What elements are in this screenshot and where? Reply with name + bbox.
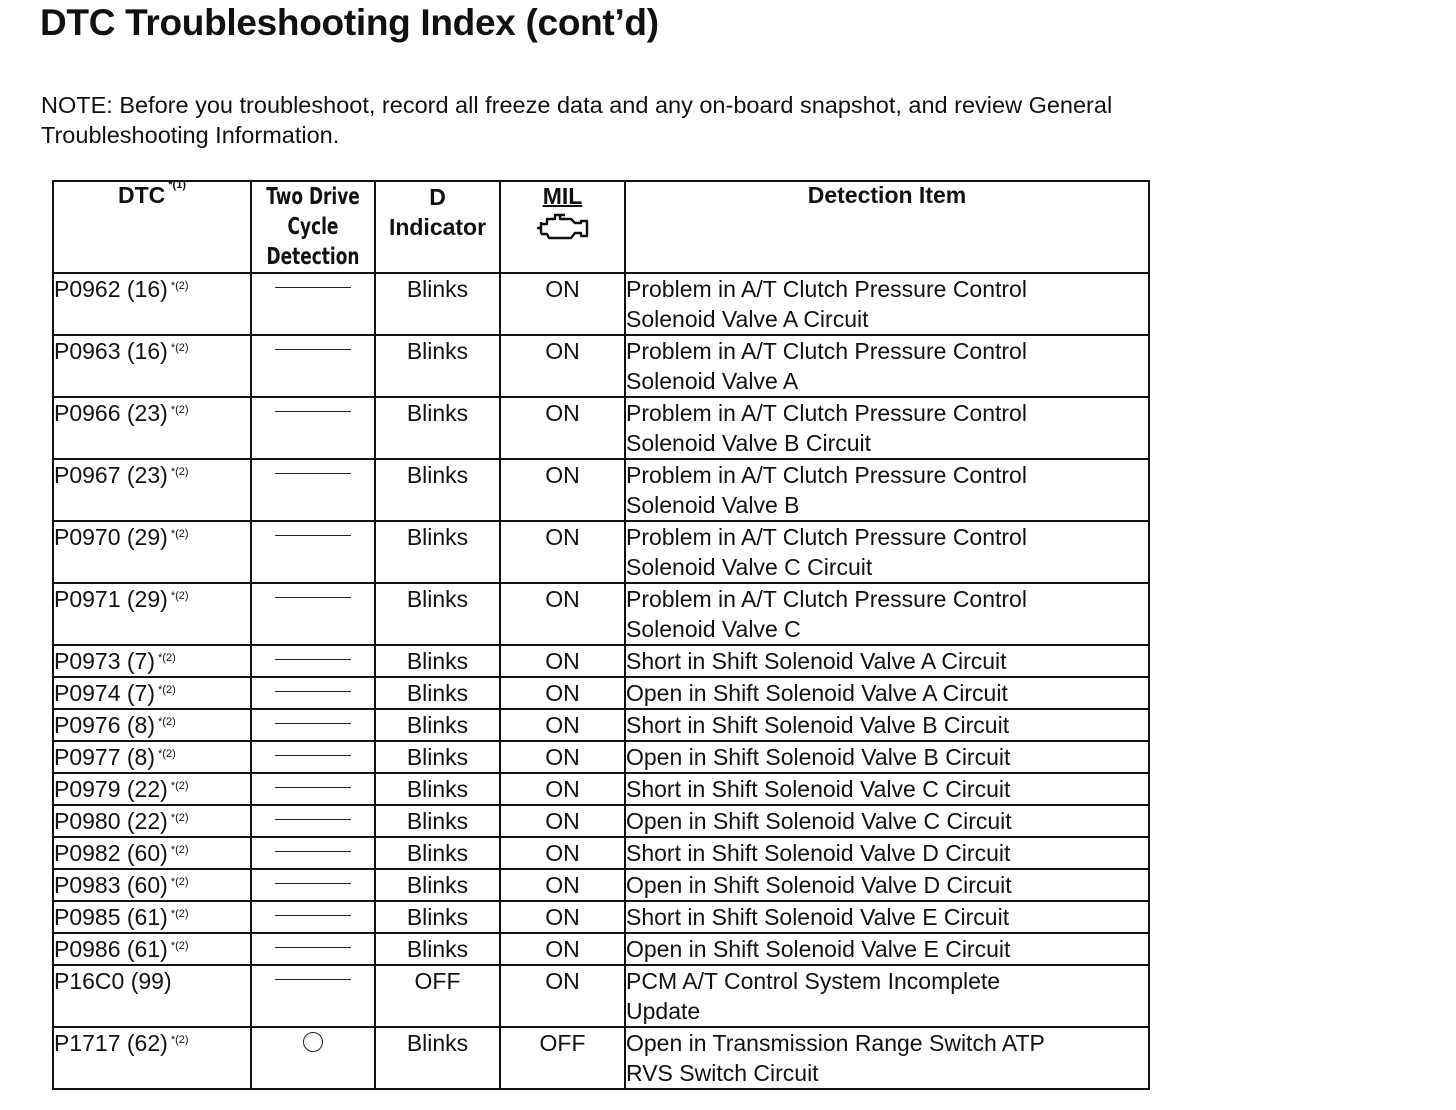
detection-item-cell — [625, 837, 1149, 869]
header-dtc — [53, 181, 251, 273]
dtc-code: P0983 (60) — [54, 872, 168, 898]
dtc-code: P0970 (29) — [54, 524, 168, 550]
dtc-code: P0962 (16) — [54, 276, 168, 302]
two-drive-cycle-cell — [251, 709, 375, 741]
dtc-code: P0982 (60) — [54, 840, 168, 866]
dtc-code-cell — [53, 933, 251, 965]
detection-item-line: Solenoid Valve C Circuit — [626, 554, 873, 580]
table-row — [53, 1027, 1149, 1089]
mil-cell: ON — [500, 933, 625, 965]
dash-mark-icon — [275, 787, 351, 788]
dtc-footnote: *(2) — [170, 780, 189, 792]
header-detection-item: Detection Item — [625, 181, 1149, 273]
d-indicator-cell: Blinks — [375, 273, 500, 335]
table-row — [53, 965, 1149, 1027]
detection-item-line: Problem in A/T Clutch Pressure Control — [626, 524, 1027, 550]
table-row — [53, 335, 1149, 397]
dash-mark-icon — [275, 723, 351, 724]
dash-mark-icon — [275, 691, 351, 692]
dtc-footnote: *(2) — [170, 844, 189, 856]
detection-item-cell — [625, 273, 1149, 335]
dtc-code-cell — [53, 773, 251, 805]
table-row — [53, 459, 1149, 521]
mil-cell: ON — [500, 773, 625, 805]
header-mil-label: MIL — [542, 183, 583, 209]
two-drive-cycle-cell — [251, 459, 375, 521]
dtc-footnote: *(2) — [170, 876, 189, 888]
two-drive-cycle-cell — [251, 645, 375, 677]
header-dtc-label: DTC — [117, 182, 166, 208]
header-two-drive-cycle-detection — [251, 181, 375, 273]
mil-cell: ON — [500, 335, 625, 397]
dtc-code-cell — [53, 583, 251, 645]
table-row — [53, 773, 1149, 805]
detection-item-cell — [625, 397, 1149, 459]
mil-cell: ON — [500, 837, 625, 869]
header-d-line: D — [429, 184, 446, 210]
table-header-row — [53, 181, 1149, 273]
detection-item-cell — [625, 805, 1149, 837]
dtc-code-cell — [53, 521, 251, 583]
two-drive-cycle-cell — [251, 805, 375, 837]
dtc-footnote: *(2) — [170, 280, 189, 292]
detection-item-line: Short in Shift Solenoid Valve B Circuit — [626, 712, 1010, 738]
detection-item-line: Problem in A/T Clutch Pressure Control — [626, 400, 1027, 426]
detection-item-line: Problem in A/T Clutch Pressure Control — [626, 586, 1027, 612]
detection-item-cell — [625, 709, 1149, 741]
dtc-code: P0963 (16) — [54, 338, 168, 364]
d-indicator-cell: Blinks — [375, 773, 500, 805]
detection-item-line: Problem in A/T Clutch Pressure Control — [626, 462, 1027, 488]
two-drive-cycle-cell — [251, 837, 375, 869]
d-indicator-cell: Blinks — [375, 741, 500, 773]
detection-item-cell — [625, 933, 1149, 965]
d-indicator-cell: Blinks — [375, 805, 500, 837]
dtc-code-cell — [53, 1027, 251, 1089]
dtc-code-cell — [53, 709, 251, 741]
dtc-code-cell — [53, 805, 251, 837]
detection-item-line: Solenoid Valve C — [626, 616, 801, 642]
troubleshooting-note: NOTE: Before you troubleshoot, record all freeze data and any on-board snapshot, and review General Troubleshooting Information. — [41, 92, 1113, 148]
mil-cell: ON — [500, 741, 625, 773]
dash-mark-icon — [275, 535, 351, 536]
detection-item-line: Short in Shift Solenoid Valve C Circuit — [626, 776, 1011, 802]
dtc-code-cell — [53, 901, 251, 933]
detection-item-line: Solenoid Valve A — [626, 368, 799, 394]
dtc-code-cell — [53, 273, 251, 335]
detection-item-cell — [625, 459, 1149, 521]
dtc-code: P0986 (61) — [54, 936, 168, 962]
dash-mark-icon — [275, 411, 351, 412]
dtc-code-cell — [53, 965, 251, 1027]
table-row — [53, 397, 1149, 459]
dash-mark-icon — [275, 819, 351, 820]
mil-cell: ON — [500, 965, 625, 1027]
dtc-code-cell — [53, 677, 251, 709]
two-drive-cycle-cell — [251, 1027, 375, 1089]
dtc-code-cell — [53, 335, 251, 397]
d-indicator-cell: Blinks — [375, 335, 500, 397]
header-two-drive-line: Two Drive — [266, 184, 360, 210]
header-dtc-footnote: *(1) — [168, 179, 186, 191]
detection-item-line: Update — [626, 998, 701, 1024]
two-drive-cycle-cell — [251, 901, 375, 933]
dtc-code: P0977 (8) — [54, 744, 156, 770]
two-drive-cycle-cell — [251, 335, 375, 397]
dtc-footnote: *(2) — [170, 342, 189, 354]
dash-mark-icon — [275, 473, 351, 474]
dtc-footnote: *(2) — [158, 684, 176, 696]
detection-item-cell — [625, 645, 1149, 677]
dtc-code: P0966 (23) — [54, 400, 168, 426]
table-row — [53, 583, 1149, 645]
mil-cell: ON — [500, 901, 625, 933]
detection-item-line: Short in Shift Solenoid Valve A Circuit — [626, 648, 1007, 674]
table-row — [53, 837, 1149, 869]
table-row — [53, 869, 1149, 901]
dtc-footnote: *(2) — [170, 812, 189, 824]
two-drive-cycle-cell — [251, 773, 375, 805]
dtc-footnote: *(2) — [170, 940, 189, 952]
detection-item-line: PCM A/T Control System Incomplete — [626, 968, 1001, 994]
page-title: DTC Troubleshooting Index (cont’d) — [40, 2, 659, 43]
table-row — [53, 901, 1149, 933]
d-indicator-cell: Blinks — [375, 837, 500, 869]
mil-cell: ON — [500, 459, 625, 521]
check-engine-icon — [533, 210, 593, 242]
mil-cell: OFF — [500, 1027, 625, 1089]
table-row — [53, 645, 1149, 677]
header-two-drive-line: Detection — [266, 244, 360, 270]
dtc-code: P0976 (8) — [54, 712, 156, 738]
detection-item-line: Problem in A/T Clutch Pressure Control — [626, 276, 1027, 302]
two-drive-cycle-cell — [251, 397, 375, 459]
two-drive-cycle-cell — [251, 933, 375, 965]
header-d-line: Indicator — [388, 214, 487, 240]
two-drive-cycle-cell — [251, 583, 375, 645]
dtc-code-cell — [53, 837, 251, 869]
table-row — [53, 677, 1149, 709]
two-drive-cycle-cell — [251, 869, 375, 901]
detection-item-line: Problem in A/T Clutch Pressure Control — [626, 338, 1027, 364]
detection-item-line: Solenoid Valve B — [626, 492, 800, 518]
d-indicator-cell: Blinks — [375, 1027, 500, 1089]
d-indicator-cell: Blinks — [375, 933, 500, 965]
dtc-footnote: *(2) — [170, 404, 189, 416]
d-indicator-cell: Blinks — [375, 521, 500, 583]
two-drive-cycle-cell — [251, 965, 375, 1027]
dtc-footnote: *(2) — [170, 528, 189, 540]
dtc-code: P0967 (23) — [54, 462, 168, 488]
table-row — [53, 273, 1149, 335]
d-indicator-cell: Blinks — [375, 645, 500, 677]
dtc-code: P0979 (22) — [54, 776, 168, 802]
d-indicator-cell: Blinks — [375, 459, 500, 521]
detection-item-cell — [625, 965, 1149, 1027]
dtc-code-cell — [53, 397, 251, 459]
detection-item-line: Short in Shift Solenoid Valve D Circuit — [626, 840, 1011, 866]
detection-item-cell — [625, 1027, 1149, 1089]
dash-mark-icon — [275, 947, 351, 948]
table-row — [53, 741, 1149, 773]
detection-item-cell — [625, 741, 1149, 773]
dtc-footnote: *(2) — [170, 908, 189, 920]
dtc-footnote: *(2) — [158, 652, 176, 664]
detection-item-cell — [625, 677, 1149, 709]
dash-mark-icon — [275, 659, 351, 660]
table-row — [53, 521, 1149, 583]
detection-item-line: Open in Shift Solenoid Valve B Circuit — [626, 744, 1011, 770]
dtc-code: P0985 (61) — [54, 904, 168, 930]
mil-cell: ON — [500, 805, 625, 837]
dtc-code: P1717 (62) — [54, 1030, 168, 1056]
d-indicator-cell: Blinks — [375, 677, 500, 709]
two-drive-cycle-cell — [251, 521, 375, 583]
d-indicator-cell: Blinks — [375, 583, 500, 645]
dtc-code: P0980 (22) — [54, 808, 168, 834]
dash-mark-icon — [275, 851, 351, 852]
dtc-index-table — [52, 180, 1150, 1090]
dtc-footnote: *(2) — [170, 466, 189, 478]
dash-mark-icon — [275, 883, 351, 884]
dtc-code: P0971 (29) — [54, 586, 168, 612]
header-d-indicator — [375, 181, 500, 273]
header-mil — [500, 181, 625, 273]
dash-mark-icon — [275, 287, 351, 288]
dtc-code: P0974 (7) — [54, 680, 156, 706]
detection-item-cell — [625, 335, 1149, 397]
dtc-footnote: *(2) — [170, 1034, 189, 1046]
dash-mark-icon — [275, 349, 351, 350]
detection-item-line: Solenoid Valve B Circuit — [626, 430, 872, 456]
mil-cell: ON — [500, 677, 625, 709]
d-indicator-cell: Blinks — [375, 709, 500, 741]
mil-cell: ON — [500, 869, 625, 901]
dash-mark-icon — [275, 915, 351, 916]
circle-mark-icon — [303, 1032, 323, 1052]
dtc-code-cell — [53, 869, 251, 901]
detection-item-line: Solenoid Valve A Circuit — [626, 306, 869, 332]
header-two-drive-line: Cycle — [287, 214, 339, 240]
d-indicator-cell: Blinks — [375, 901, 500, 933]
dtc-code-cell — [53, 459, 251, 521]
d-indicator-cell: Blinks — [375, 397, 500, 459]
detection-item-line: Short in Shift Solenoid Valve E Circuit — [626, 904, 1010, 930]
detection-item-cell — [625, 869, 1149, 901]
mil-cell: ON — [500, 397, 625, 459]
detection-item-line: Open in Transmission Range Switch ATP — [626, 1030, 1045, 1056]
detection-item-cell — [625, 773, 1149, 805]
dtc-footnote: *(2) — [170, 590, 189, 602]
detection-item-cell — [625, 521, 1149, 583]
detection-item-line: Open in Shift Solenoid Valve D Circuit — [626, 872, 1012, 898]
table-row — [53, 933, 1149, 965]
two-drive-cycle-cell — [251, 741, 375, 773]
dtc-code-cell — [53, 645, 251, 677]
dash-mark-icon — [275, 755, 351, 756]
detection-item-line: Open in Shift Solenoid Valve E Circuit — [626, 936, 1011, 962]
detection-item-line: Open in Shift Solenoid Valve C Circuit — [626, 808, 1012, 834]
two-drive-cycle-cell — [251, 273, 375, 335]
d-indicator-cell: Blinks — [375, 869, 500, 901]
d-indicator-cell: OFF — [375, 965, 500, 1027]
detection-item-cell — [625, 583, 1149, 645]
table-row — [53, 709, 1149, 741]
two-drive-cycle-cell — [251, 677, 375, 709]
dash-mark-icon — [275, 597, 351, 598]
dtc-code: P16C0 (99) — [54, 968, 172, 994]
table-row — [53, 805, 1149, 837]
detection-item-line: Open in Shift Solenoid Valve A Circuit — [626, 680, 1008, 706]
mil-cell: ON — [500, 521, 625, 583]
dtc-footnote: *(2) — [158, 748, 176, 760]
mil-cell: ON — [500, 583, 625, 645]
dtc-footnote: *(2) — [158, 716, 176, 728]
detection-item-line: RVS Switch Circuit — [626, 1060, 819, 1086]
mil-cell: ON — [500, 709, 625, 741]
dtc-code-cell — [53, 741, 251, 773]
mil-cell: ON — [500, 273, 625, 335]
dash-mark-icon — [275, 979, 351, 980]
mil-cell: ON — [500, 645, 625, 677]
detection-item-cell — [625, 901, 1149, 933]
dtc-code: P0973 (7) — [54, 648, 156, 674]
